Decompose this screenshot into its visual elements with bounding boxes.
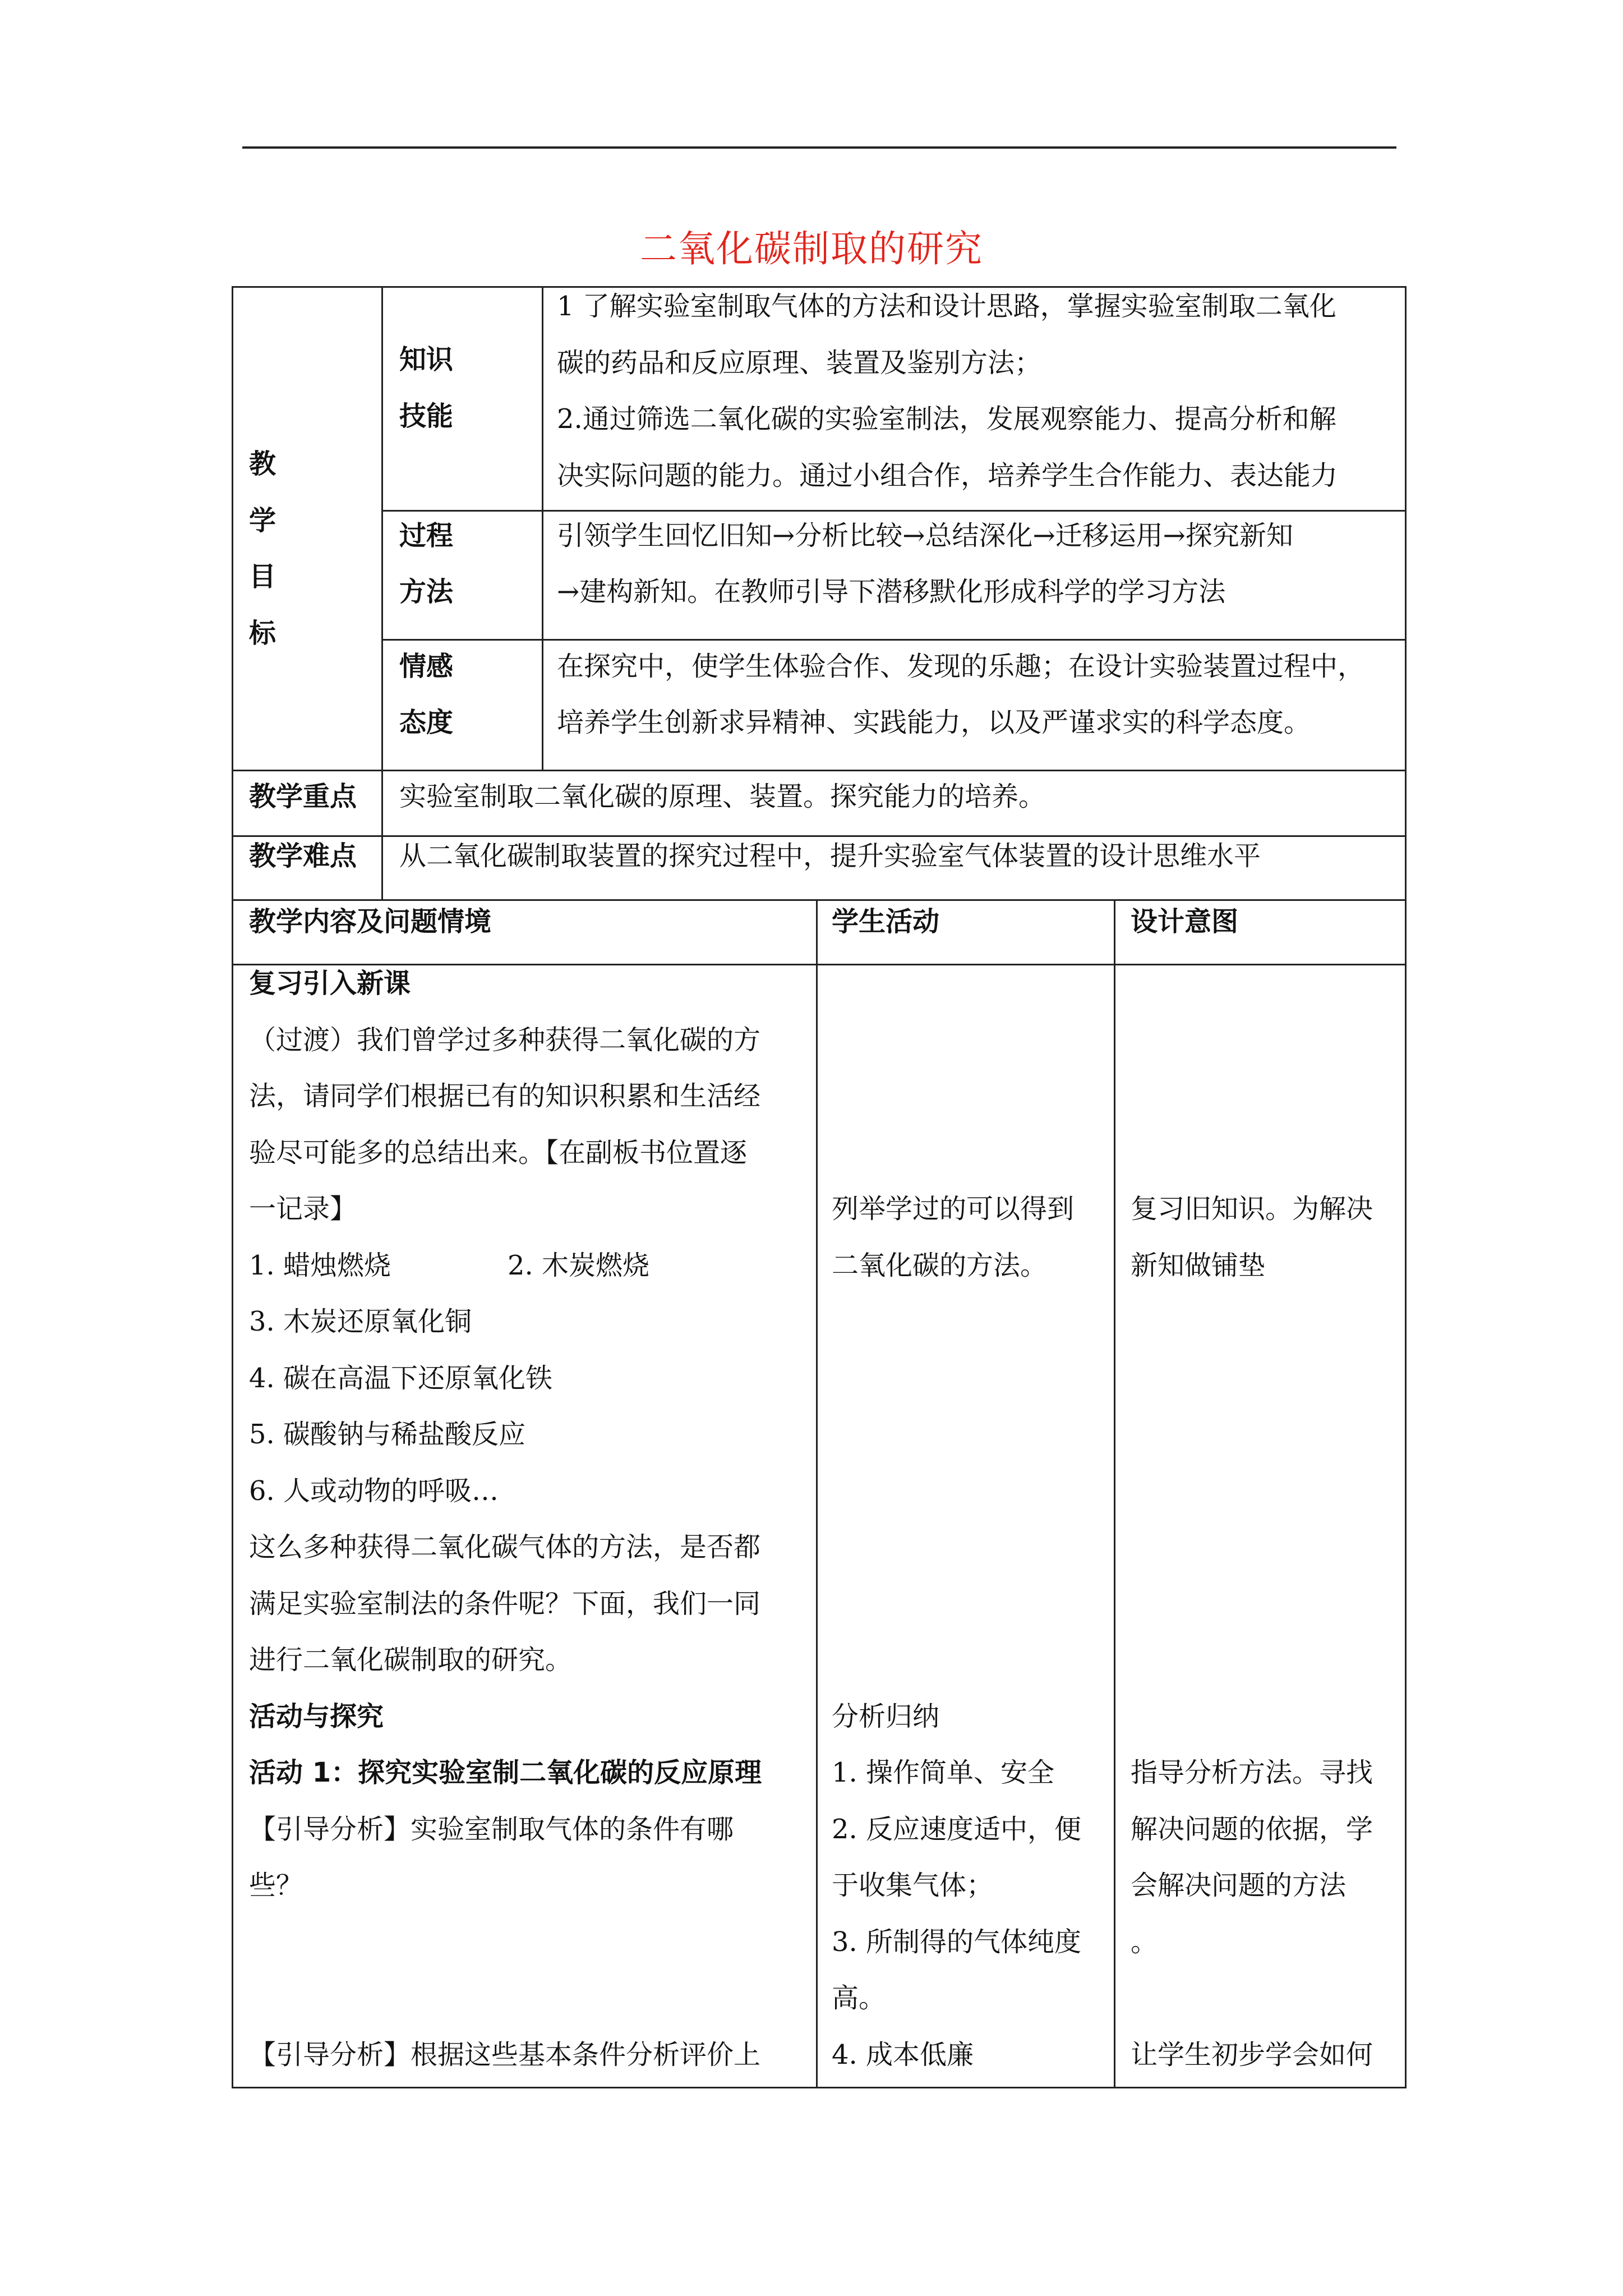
student-line: 3. 所制得的气体纯度 — [832, 1926, 1082, 1958]
content-list-item: 6. 人或动物的呼吸… — [249, 1475, 499, 1507]
content-line: 【引导分析】根据这些基本条件分析评价上 — [249, 2039, 761, 2070]
header-rule — [242, 146, 1396, 149]
key-point-text: 实验室制取二氧化碳的原理、装置。探究能力的培养。 — [399, 781, 1046, 812]
emotion-text-line: 在探究中，使学生体验合作、发现的乐趣；在设计实验装置过程中， — [557, 651, 1365, 682]
content-heading: 活动 1：探究实验室制二氧化碳的反应原理 — [249, 1757, 762, 1788]
student-line: 二氧化碳的方法。 — [832, 1250, 1048, 1281]
header-design-intent: 设计意图 — [1131, 906, 1239, 937]
key-point-label: 教学重点 — [249, 781, 357, 812]
content-line: 进行二氧化碳制取的研究。 — [249, 1644, 573, 1676]
design-line: 会解决问题的方法 — [1131, 1870, 1347, 1901]
knowledge-label: 知识 — [399, 344, 454, 375]
objectives-label-char: 标 — [249, 618, 276, 649]
grid-line — [381, 286, 383, 899]
grid-line — [542, 286, 543, 770]
student-line: 高。 — [832, 1982, 886, 2014]
content-list-item: 2. 木炭燃烧 — [508, 1250, 650, 1281]
content-list-item: 5. 碳酸钠与稀盐酸反应 — [249, 1419, 526, 1450]
content-line: 法，请同学们根据已有的知识积累和生活经 — [249, 1080, 761, 1112]
content-line: 这么多种获得二氧化碳气体的方法，是否都 — [249, 1531, 761, 1563]
content-list-item: 3. 木炭还原氧化铜 — [249, 1306, 472, 1337]
knowledge-label: 技能 — [399, 401, 454, 432]
knowledge-text-line: 碳的药品和反应原理、装置及鉴别方法； — [557, 347, 1042, 379]
student-line: 分析归纳 — [832, 1701, 940, 1732]
content-heading: 活动与探究 — [249, 1701, 384, 1732]
content-line: 满足实验室制法的条件呢？下面，我们一同 — [249, 1588, 761, 1619]
page-title: 二氧化碳制取的研究 — [640, 227, 983, 270]
objectives-label-char: 学 — [249, 505, 276, 536]
process-text-line: →建构新知。在教师引导下潜移默化形成科学的学习方法 — [557, 576, 1226, 608]
objectives-label-char: 目 — [249, 561, 276, 592]
process-label: 过程 — [399, 520, 454, 551]
content-heading: 复习引入新课 — [249, 968, 411, 999]
student-line: 2. 反应速度适中，便 — [832, 1814, 1082, 1845]
design-line: 复习旧知识。为解决 — [1131, 1193, 1373, 1225]
emotion-label: 情感 — [399, 651, 454, 682]
content-list-item: 4. 碳在高温下还原氧化铁 — [249, 1363, 553, 1394]
design-line: 。 — [1131, 1926, 1158, 1958]
header-content: 教学内容及问题情境 — [249, 906, 492, 937]
design-line: 让学生初步学会如何 — [1131, 2039, 1373, 2070]
grid-line — [816, 899, 818, 2088]
knowledge-text-line: 1 了解实验室制取气体的方法和设计思路，掌握实验室制取二氧化 — [557, 291, 1336, 322]
content-list-item: 1. 蜡烛燃烧 — [249, 1250, 391, 1281]
difficulty-label: 教学难点 — [249, 840, 357, 872]
process-label: 方法 — [399, 576, 454, 608]
content-line: 验尽可能多的总结出来。【在副板书位置逐 — [249, 1137, 748, 1168]
header-student-activity: 学生活动 — [832, 906, 940, 937]
student-line: 1. 操作简单、安全 — [832, 1757, 1055, 1788]
process-text-line: 引领学生回忆旧知→分析比较→总结深化→迁移运用→探究新知 — [557, 520, 1293, 551]
content-line: 一记录】 — [249, 1193, 357, 1225]
design-line: 解决问题的依据，学 — [1131, 1814, 1373, 1845]
knowledge-text-line: 2.通过筛选二氧化碳的实验室制法，发展观察能力、提高分析和解 — [557, 403, 1336, 435]
content-line: 些？ — [249, 1870, 303, 1901]
design-line: 新知做铺垫 — [1131, 1250, 1266, 1281]
knowledge-text-line: 决实际问题的能力。通过小组合作，培养学生合作能力、表达能力 — [557, 460, 1338, 491]
emotion-label: 态度 — [399, 707, 454, 738]
objectives-label-char: 教 — [249, 448, 276, 480]
design-line: 指导分析方法。寻找 — [1131, 1757, 1373, 1788]
student-line: 4. 成本低廉 — [832, 2039, 974, 2070]
content-line: （过渡）我们曾学过多种获得二氧化碳的方 — [249, 1024, 761, 1056]
grid-line — [1114, 899, 1115, 2088]
student-line: 列举学过的可以得到 — [832, 1193, 1075, 1225]
emotion-text-line: 培养学生创新求异精神、实践能力，以及严谨求实的科学态度。 — [557, 707, 1311, 738]
content-line: 【引导分析】实验室制取气体的条件有哪 — [249, 1814, 734, 1845]
difficulty-text: 从二氧化碳制取装置的探究过程中，提升实验室气体装置的设计思维水平 — [399, 840, 1261, 872]
student-line: 于收集气体； — [832, 1870, 994, 1901]
